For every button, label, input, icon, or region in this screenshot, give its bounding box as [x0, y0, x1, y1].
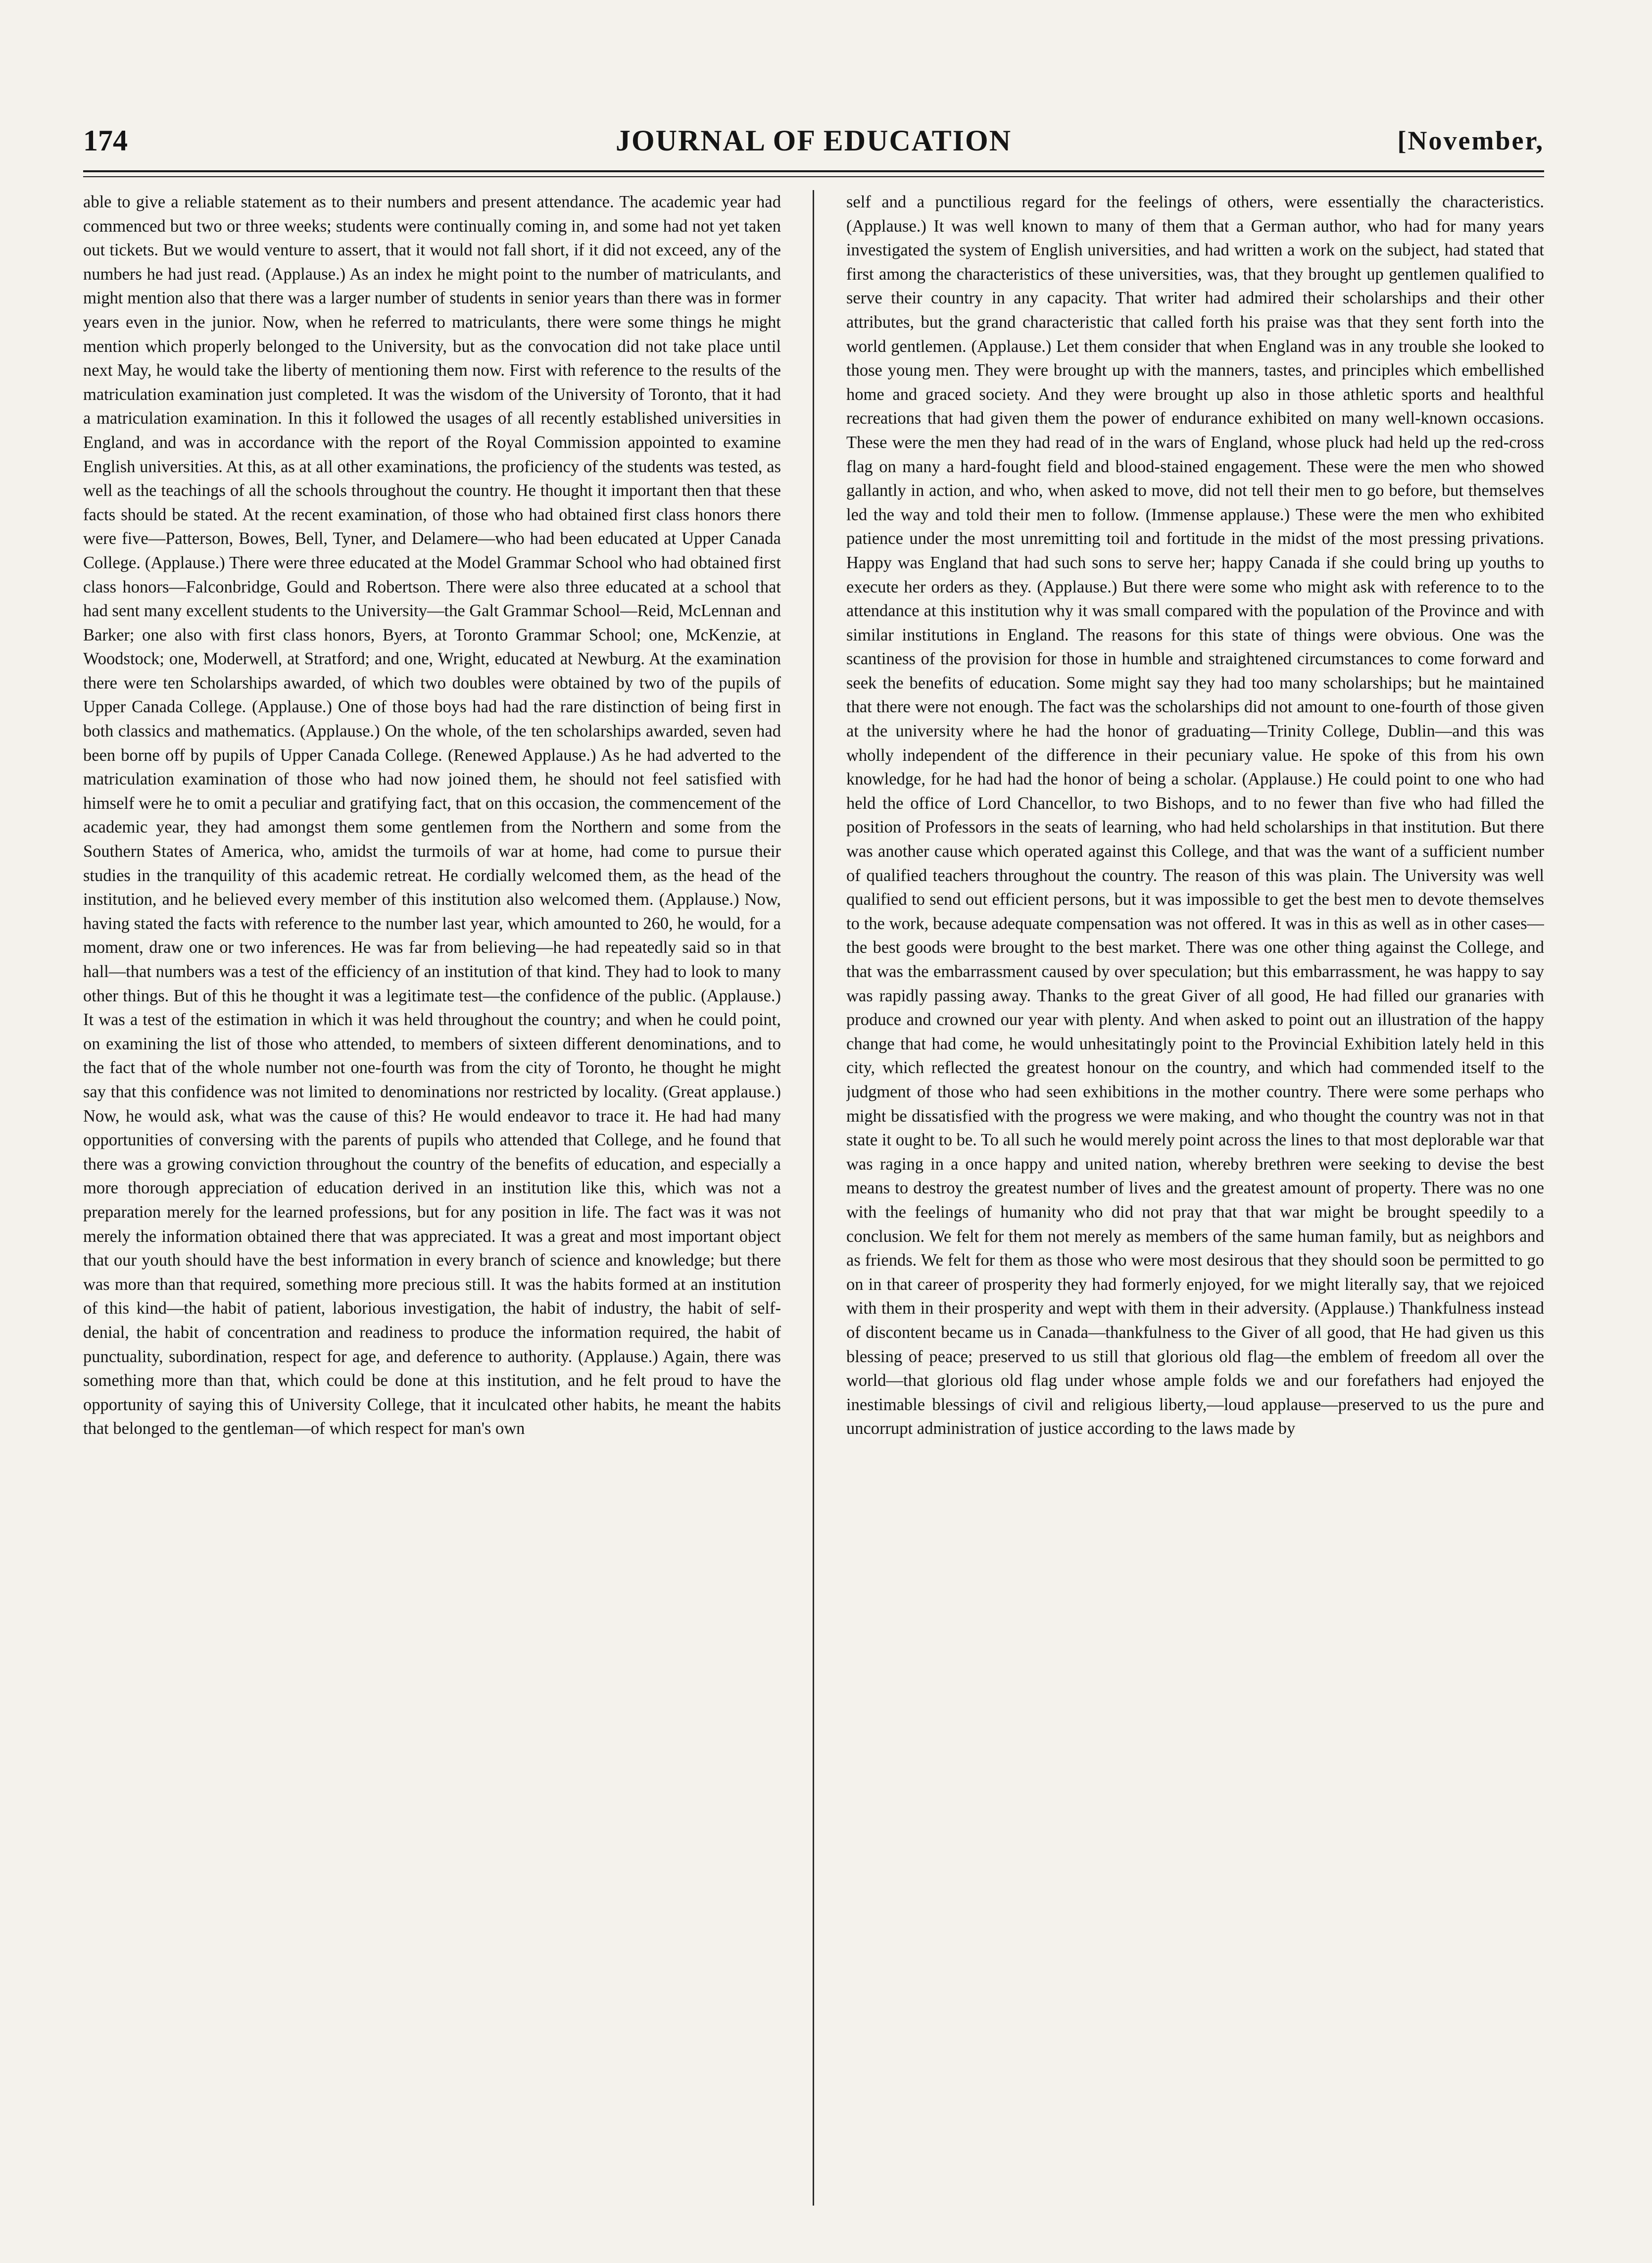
header-rule-thin: [83, 176, 1544, 177]
right-column: [846, 190, 1544, 2205]
right-column-text: self and a punctilious regard for the feelings of others, were essentially the characteristics. (Applause.) It was well known to many of them that a German author, who had for many years investigated the system of English universities, and had written a work on the subject, had stated that first among the characteristics of these universities, was, that they brought up gentlemen qualified to serve their country in any capacity. That writer had admired their scholarships and their other attributes, but the grand characteristic that called forth his praise was that they sent forth into the world gentlemen. (Applause.) Let them consider that when England was in any trouble she looked to those young men. They were brought up with the manners, tastes, and principles which embellished home and graced society. And they were brought up also in those athletic sports and healthful recreations that had given them the power of endurance exhibited on many well-known occasions. These were the men they had read of in the wars of England, whose pluck had held up the red-cross flag on many a hard-fought field and blood-stained engagement. These were the men who showed gallantly in action, and who, when asked to move, did not tell their men to go before, but themselves led the way and told their men to follow. (Immense applause.) These were the men who exhibited patience under the most unremitting toil and fortitude in the midst of the most pressing privations. Happy was England that had such sons to serve her; happy Canada if she could bring up youths to execute her orders as they. (Applause.) But there were some who might ask with reference to to the attendance at this institution why it was small compared with the population of the Province and with similar institutions in England. The reasons for this state of things were obvious. One was the scantiness of the provision for those in humble and straightened circumstances to come forward and seek the benefits of education. Some might say they had too many scholarships; but he maintained that there were not enough. The fact was the scholarships did not amount to one-fourth of those given at the university where he had the honor of graduating—Trinity College, Dublin—and this was wholly independent of the difference in their pecuniary value. He spoke of this from his own knowledge, for he had had the honor of being a scholar. (Applause.) He could point to one who had held the office of Lord Chancellor, to two Bishops, and to no fewer than five who had filled the position of Professors in the seats of learning, who had held scholarships in that institution. But there was another cause which operated against this College, and that was the want of a sufficient number of qualified teachers throughout the country. The reason of this was plain. The University was well qualified to send out efficient persons, but it was impossible to get the best men to devote themselves to the work, because adequate compensation was not offered. It was in this as well as in other cases—the best goods were brought to the best market. There was one other thing against the College, and that was the embarrassment caused by over speculation; but this embarrassment, he was happy to say was rapidly passing away. Thanks to the great Giver of all good, He had filled our granaries with produce and crowned our year with plenty. And when asked to point out an illustration of the happy change that had come, he would unhesitatingly point to the Provincial Exhibition lately held in this city, which reflected the greatest honour on the country, and which had commended itself to the judgment of those who had seen exhibitions in the mother country. There were some perhaps who might be dissatisfied with the progress we were making, and who thought the country was not in that state it ought to be. To all such he would merely point across the lines to that most deplorable war that was raging in a once happy and united nation, whereby brethren were seeking to devise the best means to destroy the greatest number of lives and the greatest amount of property. There was no one with the feelings of humanity who did not pray that that war might be brought speedily to a conclusion. We felt for them not merely as members of the same human family, but as neighbors and as friends. We felt for them as those who were most desirous that they should soon be permitted to go on in that career of prosperity they had formerly enjoyed, for we might literally say, that we rejoiced with them in their prosperity and wept with them in their adversity. (Applause.) Thankfulness instead of discontent became us in Canada—thankfulness to the Giver of all good, that He had given us this blessing of peace; preserved to us still that glorious old flag—the emblem of freedom all over the world—that glorious old flag under whose ample folds we and our forefathers had enjoyed the inestimable blessings of civil and religious liberty,—loud applause—preserved to us the pure and uncorrupt administration of justice according to the laws made by: [846, 193, 1544, 1438]
journal-title: JOURNAL OF EDUCATION: [615, 124, 1012, 157]
left-column: [83, 190, 781, 2205]
issue-month: [November,: [1397, 126, 1544, 155]
left-column-text: able to give a reliable statement as to their numbers and present attendance. The academic year had commenced but two or three weeks; students were continually coming in, and some had not yet taken out tickets. But we would venture to assert, that it would not fall short, if it did not exceed, any of the numbers he had just read. (Applause.) As an index he might point to the number of matriculants, and might mention also that there was a larger number of students in senior years than there was in former years even in the junior. Now, when he referred to matriculants, there were some things he might mention which properly belonged to the University, but as the convocation did not take place until next May, he would take the liberty of mentioning them now. First with reference to the results of the matriculation examination just completed. It was the wisdom of the University of Toronto, that it had a matriculation examination. In this it followed the usages of all recently established universities in England, and was in accordance with the report of the Royal Commission appointed to examine English universities. At this, as at all other examinations, the proficiency of the students was tested, as well as the teachings of all the schools throughout the country. He thought it important then that these facts should be stated. At the recent examination, of those who had obtained first class honors there were five—Patterson, Bowes, Bell, Tyner, and Delamere—who had been educated at Upper Canada College. (Applause.) There were three educated at the Model Grammar School who had obtained first class honors—Falconbridge, Gould and Robertson. There were also three educated at a school that had sent many excellent students to the University—the Galt Grammar School—Reid, McLennan and Barker; one also with first class honors, Byers, at Toronto Grammar School; one, McKenzie, at Woodstock; one, Moderwell, at Stratford; and one, Wright, educated at Newburg. At the examination there were ten Scholarships awarded, of which two doubles were obtained by two of the pupils of Upper Canada College. (Applause.) One of those boys had had the rare distinction of being first in both classics and mathematics. (Applause.) On the whole, of the ten scholarships awarded, seven had been borne off by pupils of Upper Canada College. (Renewed Applause.) As he had adverted to the matriculation examination of those who had now joined them, he should not feel satisfied with himself were he to omit a peculiar and gratifying fact, that on this occasion, the commencement of the academic year, they had amongst them some gentlemen from the Northern and some from the Southern States of America, who, amidst the turmoils of war at home, had come to pursue their studies in the tranquility of this academic retreat. He cordially welcomed them, as the head of the institution, and he believed every member of this institution also welcomed them. (Applause.) Now, having stated the facts with reference to the number last year, which amounted to 260, he would, for a moment, draw one or two inferences. He was far from believing—he had repeatedly said so in that hall—that numbers was a test of the efficiency of an institution of that kind. They had to look to many other things. But of this he thought it was a legitimate test—the confidence of the public. (Applause.) It was a test of the estimation in which it was held throughout the country; and when he could point, on examining the list of those who attended, to members of sixteen different denominations, and to the fact that of the whole number not one-fourth was from the city of Toronto, he thought he might say that this confidence was not limited to denominations nor restricted by locality. (Great applause.) Now, he would ask, what was the cause of this? He would endeavor to trace it. He had had many opportunities of conversing with the parents of pupils who attended that College, and he found that there was a growing conviction throughout the country of the benefits of education, and especially a more thorough appreciation of education derived in an institution like this, which was not a preparation merely for the learned professions, but for any position in life. The fact was it was not merely the information obtained there that was appreciated. It was a great and most important object that our youth should have the best information in every branch of science and knowledge; but there was more than that required, something more precious still. It was the habits formed at an institution of this kind—the habit of patient, laborious investigation, the habit of industry, the habit of self-denial, the habit of concentration and readiness to produce the information required, the habit of punctuality, subordination, respect for age, and deference to authority. (Applause.) Again, there was something more than that, which could be done at this institution, and he felt proud to have the opportunity of saying this of University College, that it inculcated other habits, he meant the habits that belonged to the gentleman—of which respect for man's own: [83, 193, 781, 1438]
running-header: [83, 117, 1544, 164]
column-divider: [813, 190, 814, 2206]
header-rule-thick: [83, 170, 1544, 172]
journal-page: [83, 117, 1544, 2215]
page-number: 174: [83, 124, 128, 157]
